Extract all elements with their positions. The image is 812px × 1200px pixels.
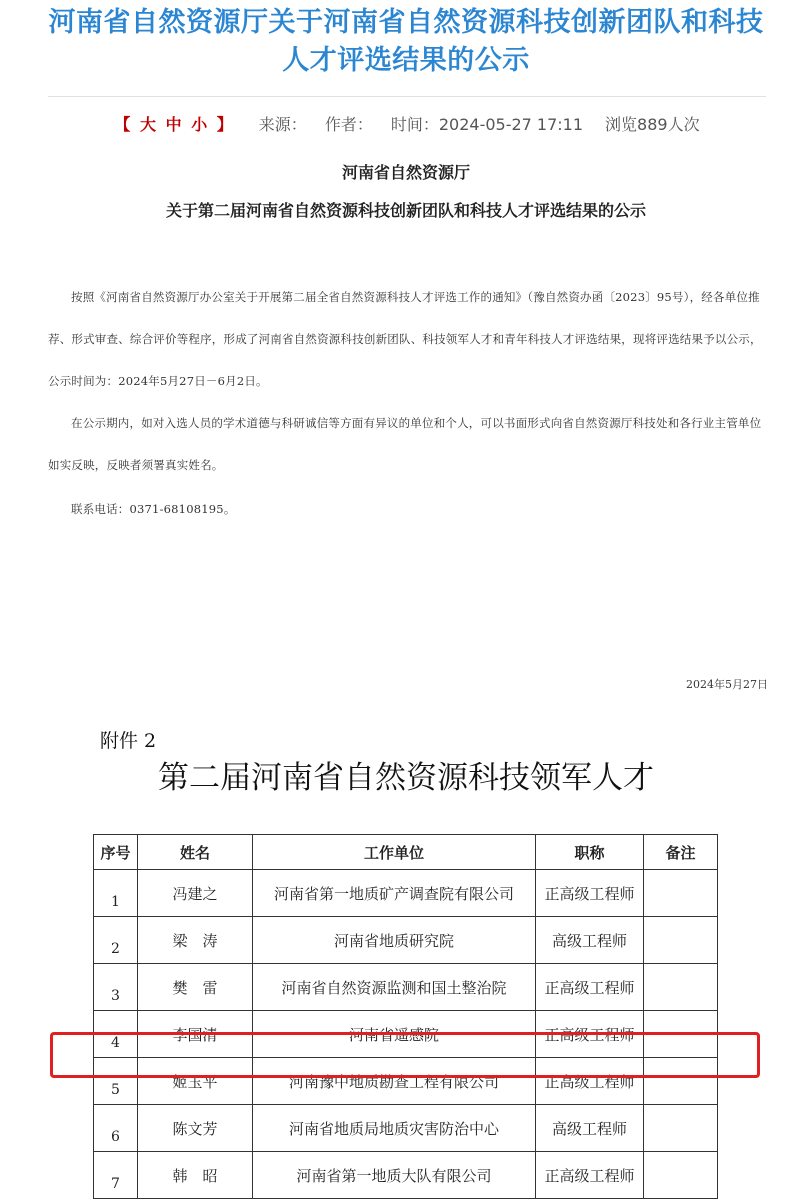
cell-seq: 4 [94,1011,138,1058]
view-count: 浏览889人次 [605,114,700,134]
cell-seq: 2 [94,917,138,964]
header-note: 备注 [644,835,718,870]
cell-note [644,1152,718,1199]
table-row [94,1011,718,1058]
cell-unit: 河南省第一地质大队有限公司 [253,1152,536,1199]
cell-unit: 河南省第一地质矿产调查院有限公司 [253,870,536,917]
cell-name: 韩 昭 [138,1152,253,1199]
attachment-title: 第二届河南省自然资源科技领军人才 [158,760,654,796]
font-size-large-button[interactable]: 大 [140,114,157,134]
cell-title: 正高级工程师 [536,1152,644,1199]
header-unit: 工作单位 [253,835,536,870]
font-size-bracket-open: 【 [114,114,131,134]
cell-seq: 7 [94,1152,138,1199]
time-label: 时间： [390,114,439,134]
cell-seq: 5 [94,1058,138,1105]
cell-unit: 河南省自然资源监测和国土整治院 [253,964,536,1011]
cell-note [644,1011,718,1058]
cell-title: 正高级工程师 [536,870,644,917]
font-size-switcher [112,112,234,135]
cell-note [644,1058,718,1105]
cell-name: 陈文芳 [138,1105,253,1152]
cell-unit: 河南省遥感院 [253,1011,536,1058]
cell-title: 高级工程师 [536,917,644,964]
font-size-medium-button[interactable]: 中 [165,114,182,134]
attachment-label: 附件 2 [100,730,157,752]
table-row [94,1152,718,1199]
table-header-row [94,835,718,870]
cell-unit: 河南豫中地质勘查工程有限公司 [253,1058,536,1105]
cell-note [644,964,718,1011]
cell-name: 冯建之 [138,870,253,917]
header-seq: 序号 [94,835,138,870]
font-size-bracket-close: 】 [216,114,233,134]
cell-name: 梁 涛 [138,917,253,964]
time-value: 2024-05-27 17:11 [438,114,584,134]
talent-table [93,834,718,1199]
header-name: 姓名 [138,835,253,870]
title-divider [48,96,766,97]
article-title-line2: 人才评选结果的公示 [282,45,530,76]
table-row [94,870,718,917]
table-row [94,1105,718,1152]
cell-name: 樊 雷 [138,964,253,1011]
cell-name: 李国清 [138,1011,253,1058]
cell-seq: 6 [94,1105,138,1152]
document-issuer: 河南省自然资源厅 [341,163,470,182]
cell-title: 正高级工程师 [536,1011,644,1058]
cell-name: 姬玉平 [138,1058,253,1105]
article-meta-bar [0,108,812,138]
document-heading: 关于第二届河南省自然资源科技创新团队和科技人才评选结果的公示 [165,201,646,220]
publish-time [391,112,583,135]
cell-seq: 1 [94,870,138,917]
cell-note [644,1105,718,1152]
article-title [0,4,812,80]
header-title: 职称 [536,835,644,870]
signature-date: 2024年5月27日 [686,678,768,691]
table-row [94,917,718,964]
table-row-highlighted [94,1058,718,1105]
cell-note [644,917,718,964]
article-title-line1: 河南省自然资源厅关于河南省自然资源科技创新团队和科技 [48,7,764,38]
author-label: 作者： [324,114,373,134]
cell-unit: 河南省地质研究院 [253,917,536,964]
body-paragraph-3: 联系电话：0371-68108195。 [71,502,236,516]
body-paragraph-1: 按照《河南省自然资源厅办公室关于开展第二届全省自然资源科技人才评选工作的通知》（豫自然资办函〔2023〕95号），经各单位推荐、形式审查、综合评价等程序，形成了河南省自然资源科技创新团队、科技领军人才和青年科技人才评选结果，现将评选结果予以公示，公示时间为：2024年5月27日－6月2日。 [48,290,762,388]
body-paragraph-2: 在公示期内，如对入选人员的学术道德与科研诚信等方面有异议的单位和个人，可以书面形式向省自然资源厅科技处和各行业主管单位如实反映，反映者须署真实姓名。 [48,416,762,472]
cell-title: 正高级工程师 [536,964,644,1011]
source-label: 来源： [258,114,307,134]
cell-title: 高级工程师 [536,1105,644,1152]
cell-title: 正高级工程师 [536,1058,644,1105]
font-size-small-button[interactable]: 小 [191,114,208,134]
cell-seq: 3 [94,964,138,1011]
cell-unit: 河南省地质局地质灾害防治中心 [253,1105,536,1152]
table-row [94,964,718,1011]
cell-note [644,870,718,917]
